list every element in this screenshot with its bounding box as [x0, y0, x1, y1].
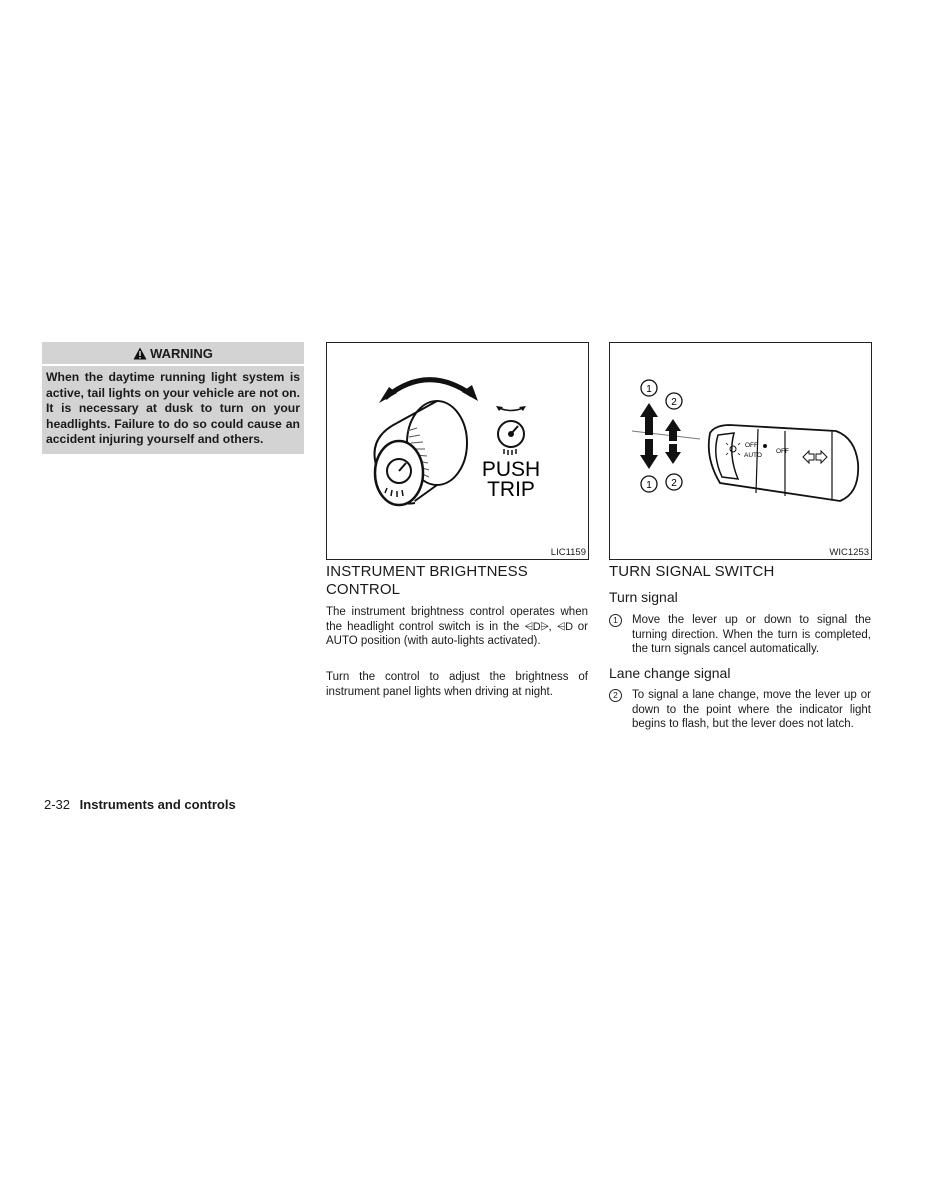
headlight-symbol: ⩤D⩥ [524, 620, 549, 633]
warning-header [42, 342, 304, 366]
section-heading-turn-signal: TURN SIGNAL SWITCH [609, 563, 775, 580]
marker-2-top: 2 [671, 397, 677, 408]
list-item-turn-signal: 1 Move the lever up or down to signal the turning direction. When the turn is completed, the turn signals cancel automatically. [609, 613, 871, 657]
number-circle: 2 [609, 689, 622, 702]
trip-label: TRIP [487, 478, 535, 501]
page-footer [44, 797, 236, 812]
marker-1-top: 1 [646, 384, 652, 395]
parking-light-symbol: ⩤D [556, 620, 573, 633]
marker-1-bottom: 1 [646, 480, 652, 491]
figure-code: WIC1253 [829, 547, 869, 558]
figure-code: LIC1159 [550, 547, 586, 558]
warning-text: When the daytime running light system is active, tail lights on your vehicle are not on. It is necessary at dusk to turn on your headlights. Failure to do so could cause an accident injuring yourself and others. [46, 370, 300, 446]
brightness-paragraph-2: Turn the control to adjust the brightness of instrument panel lights when driving at night. [326, 671, 588, 698]
brightness-dial-illustration [327, 343, 588, 559]
list-item-lane-change: 2 To signal a lane change, move the lever up or down to the point where the indicator light begins to flash, but the lever does not latch. [609, 688, 871, 732]
figure-turn-signal [609, 342, 872, 560]
subheading-turn-signal: Turn signal [609, 589, 678, 605]
lever-label-off: OFF [745, 442, 758, 449]
push-label: PUSH [481, 458, 541, 481]
brightness-paragraph-1: The instrument brightness control operates when the headlight control switch is in the ⩤D⩥, ⩤D or AUTO position (with auto-lights activated). [326, 606, 588, 648]
section-heading-brightness: INSTRUMENT BRIGHTNESS CONTROL [326, 563, 528, 598]
warning-title: WARNING [150, 345, 213, 361]
marker-2-bottom: 2 [671, 478, 677, 489]
number-circle: 1 [609, 614, 622, 627]
page-title: Instruments and controls [79, 797, 236, 812]
turn-signal-lever-illustration [610, 343, 871, 559]
warning-triangle-icon [133, 347, 147, 360]
warning-box [42, 342, 304, 454]
figure-brightness-control [326, 342, 589, 560]
subheading-lane-change: Lane change signal [609, 665, 731, 681]
lever-label-off-2: OFF [776, 448, 789, 455]
lever-label-auto: AUTO [744, 452, 762, 459]
page-number: 2-32 [44, 797, 71, 812]
